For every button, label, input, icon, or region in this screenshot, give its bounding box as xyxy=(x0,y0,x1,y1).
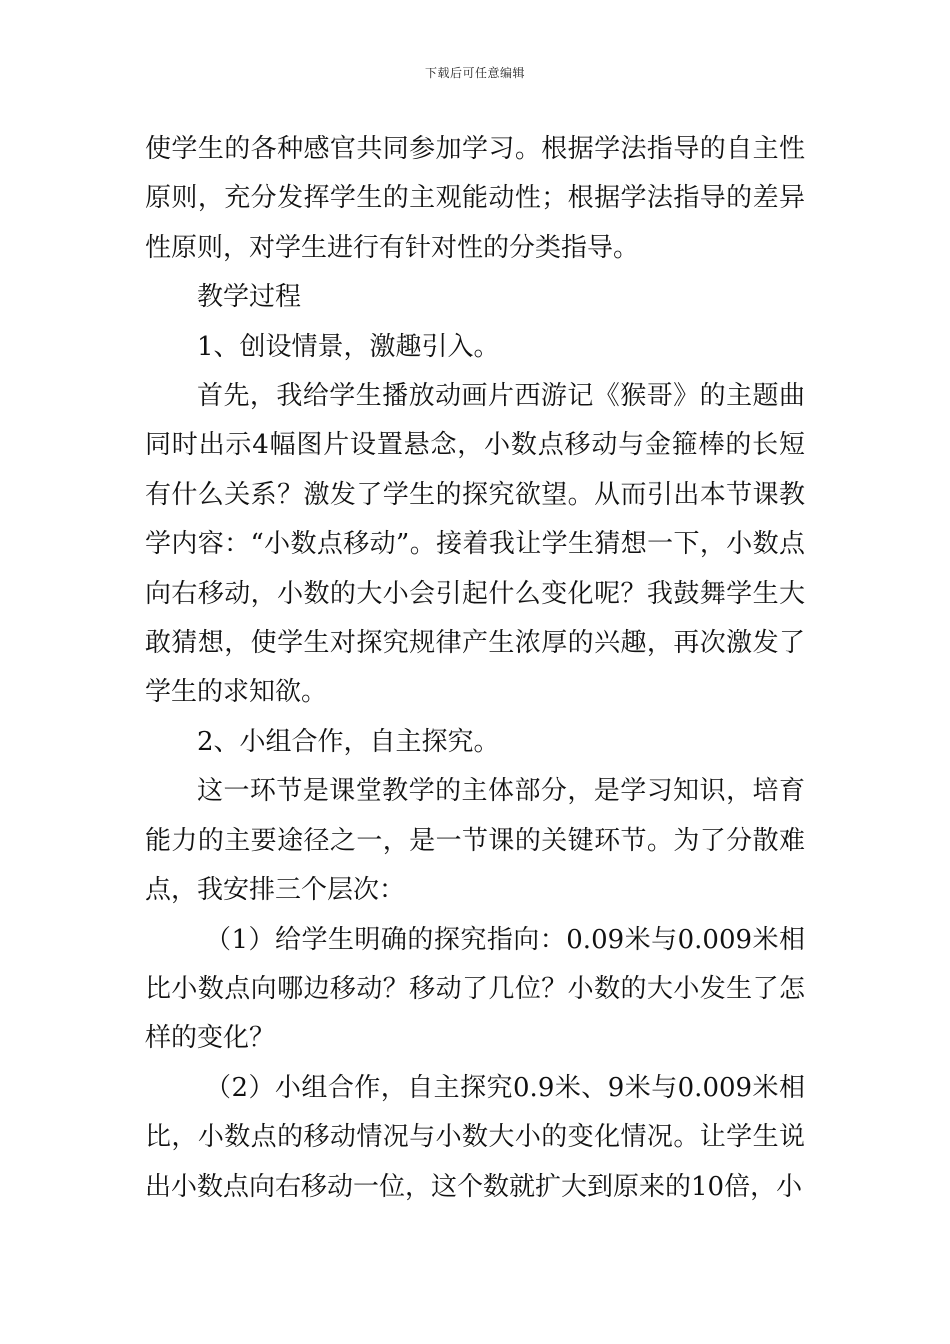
paragraph-step-2: 这一环节是课堂教学的主体部分，是学习知识，培育能力的主要途径之一，是一节课的关键环节。为了分散难点，我安排三个层次： xyxy=(145,776,805,906)
page-header: 下载后可任意编辑 xyxy=(424,66,525,80)
paragraph-level-2: （2）小组合作，自主探究0.9米、9米与0.009米相比，小数点的移动情况与小数大小的变化情况。让学生说出小数点向右移动一位，这个数就扩大到原来的10倍，小 xyxy=(145,1072,805,1202)
paragraph-step-1: 首先，我给学生播放动画片西游记《猴哥》的主题曲同时出示4幅图片设置悬念，小数点移动与金箍棒的长短有什么关系？激发了学生的探究欲望。从而引出本节课教学内容：“小数点移动”。接着我让学生猜想一下，小数点向右移动，小数的大小会引起什么变化呢？我鼓舞学生大敢猜想，使学生对探究规律产生浓厚的兴趣，再次激发了学生的求知欲。 xyxy=(145,381,805,708)
document-body xyxy=(145,125,805,1212)
section-heading-teaching-process: 教学过程 xyxy=(197,282,302,313)
paragraph-level-1: （1）给学生明确的探究指向：0.09米与0.009米相比小数点向哪边移动？移动了几位？小数的大小发生了怎样的变化？ xyxy=(145,924,805,1054)
paragraph-intro-continuation: 使学生的各种感官共同参加学习。根据学法指导的自主性原则，充分发挥学生的主观能动性；根据学法指导的差异性原则，对学生进行有针对性的分类指导。 xyxy=(145,134,805,263)
step-heading-1: 1、创设情景，激趣引入。 xyxy=(197,331,500,362)
step-heading-2: 2、小组合作，自主探究。 xyxy=(197,726,500,757)
